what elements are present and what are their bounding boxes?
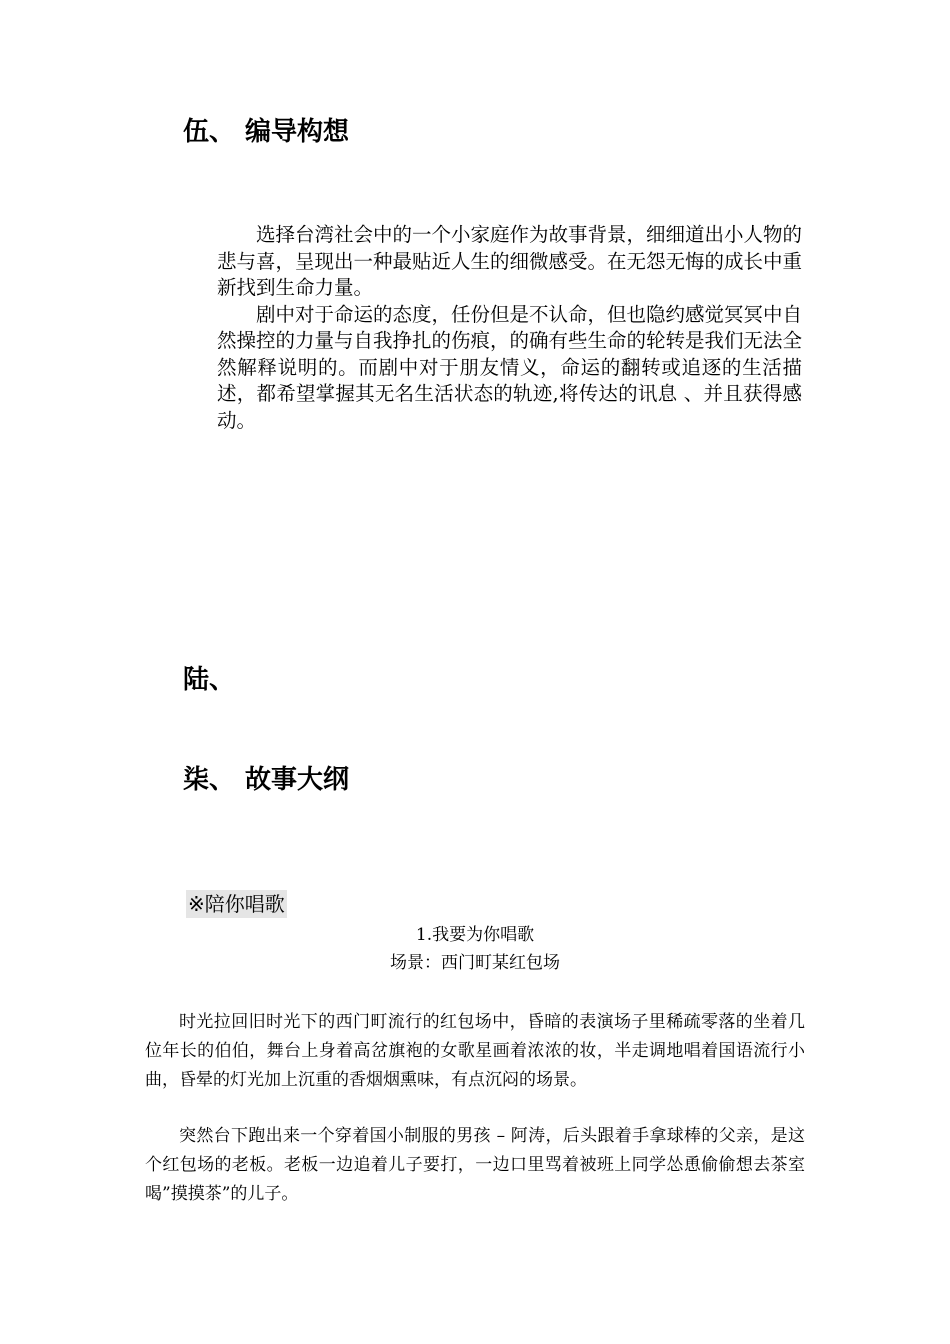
section-number: 伍、: [183, 117, 236, 147]
story-paragraph: 突然台下跑出来一个穿着国小制服的男孩 – 阿涛，后头跟着手拿球棒的父亲，是这个红包场的老板。老板一边追着儿子要打，一边口里骂着被班上同学怂恿偷偷想去茶室喝”摸摸茶”的儿子。: [145, 1126, 805, 1204]
section-heading-6: [183, 664, 245, 696]
concept-body: [217, 222, 802, 434]
story-body-2: [145, 1122, 805, 1209]
story-paragraph: 时光拉回旧时光下的西门町流行的红包场中，昏暗的表演场子里稀疏零落的坐着几位年长的伯伯，舞台上身着高岔旗袍的女歌星画着浓浓的妆，半走调地唱着国语流行小曲，昏晕的灯光加上沉重的香烟烟熏味，有点沉闷的场景。: [145, 1012, 805, 1090]
scene-title: 1.我要为你唱歌: [415, 925, 535, 945]
scene-location: 场景：西门町某红包场: [390, 953, 560, 973]
concept-paragraph: 选择台湾社会中的一个小家庭作为故事背景，细细道出小人物的悲与喜，呈现出一种最贴近人生的细微感受。在无怨无悔的成长中重新找到生命力量。: [217, 223, 803, 299]
story-body-1: [145, 1008, 805, 1095]
section-title: 编导构想: [245, 117, 350, 147]
concept-paragraph: 剧中对于命运的态度，任份但是不认命，但也隐约感觉冥冥中自然操控的力量与自我挣扎的伤痕，的确有些生命的轮转是我们无法全然解释说明的。而剧中对于朋友情义，命运的翻转或追逐的生活描述，都希望掌握其无名生活状态的轨迹,将传达的讯息 、并且获得感动。: [217, 302, 803, 432]
section-number: 陆、: [183, 665, 236, 695]
section-title: 故事大纲: [245, 765, 350, 795]
section-heading-5: [183, 116, 349, 148]
section-number: 柒、: [183, 765, 236, 795]
story-tag: ※陪你唱歌: [188, 892, 285, 916]
section-heading-7: [183, 764, 349, 796]
